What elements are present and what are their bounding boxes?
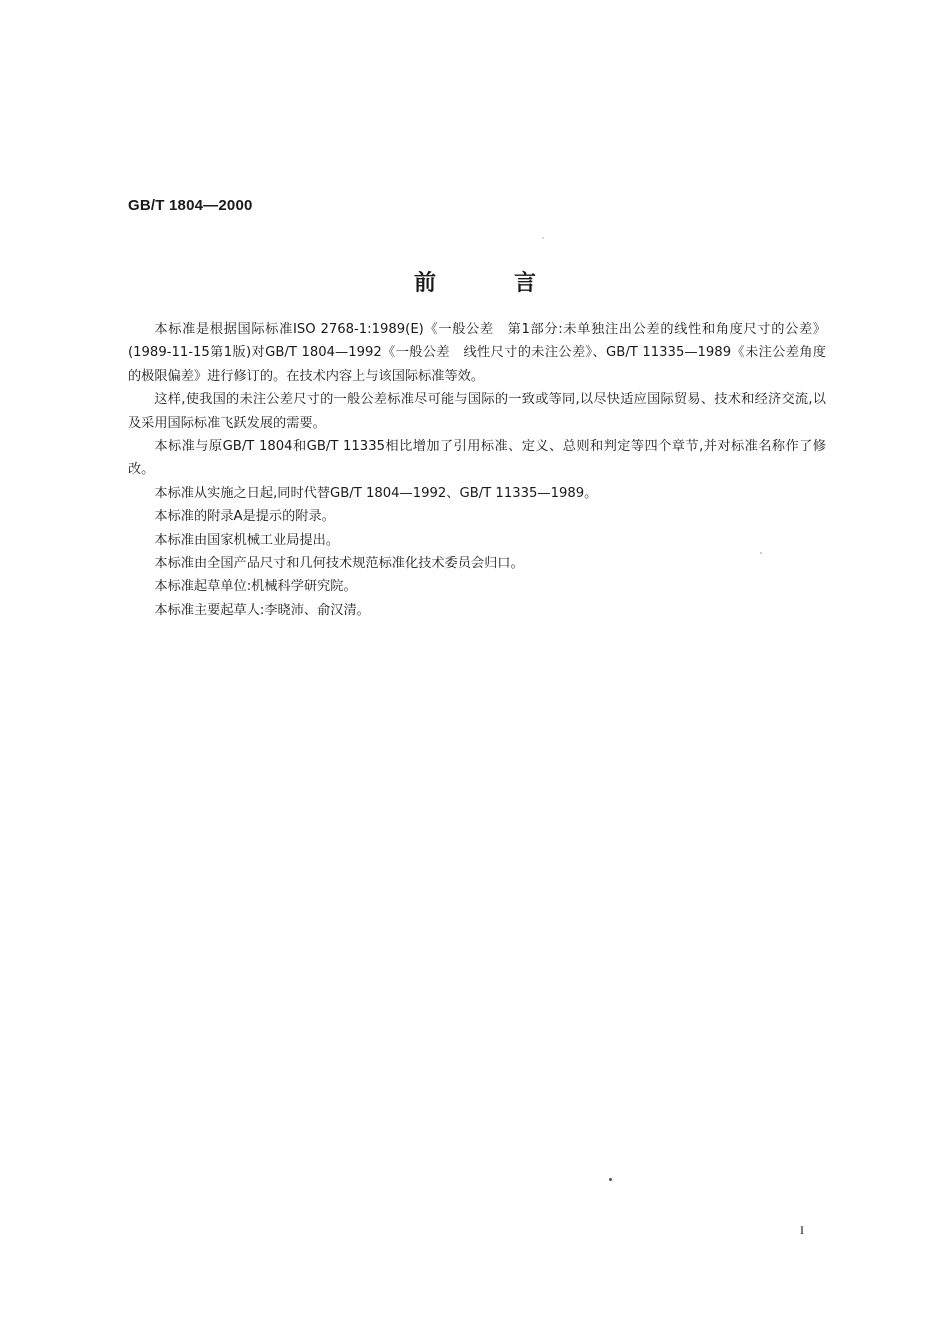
paragraph-purpose: 这样,使我国的未注公差尺寸的一般公差标准尽可能与国际的一致或等同,以尽快适应国际贸易、技术和经济交流,以及采用国际标准飞跃发展的需要。 — [128, 392, 826, 431]
paragraph-supersedes: 本标准从实施之日起,同时代替GB/T 1804—1992、GB/T 11335—1989。 — [154, 485, 598, 501]
paragraph-basis: 本标准是根据国际标准ISO 2768-1:1989(E)《一般公差 第1部分:未单独注出公差的线性和角度尺寸的公差》(1989-11-15第1版)对GB/T 1804—1992《一般公差 线性尺寸的未注公差》、GB/T 11335—1989《未注公差角度的极限偏差》进行修订的。在技术内容上与该国际标准等效。 — [128, 322, 826, 384]
preface-body — [128, 318, 826, 622]
paragraph-changes: 本标准与原GB/T 1804和GB/T 11335相比增加了引用标准、定义、总则和判定等四个章节,并对标准名称作了修改。 — [128, 439, 826, 478]
standard-number: GB/T 1804—2000 — [128, 197, 253, 214]
scan-speck — [542, 237, 544, 239]
scan-speck — [609, 1178, 612, 1181]
paragraph-proposer: 本标准由国家机械工业局提出。 — [154, 532, 340, 548]
scan-speck — [760, 552, 762, 554]
page-number: I — [800, 1223, 804, 1237]
paragraph-drafters: 本标准主要起草人:李晓沛、俞汉清。 — [154, 602, 370, 618]
page-title: 前言 — [413, 271, 614, 296]
paragraph-drafting-unit: 本标准起草单位:机械科学研究院。 — [154, 579, 357, 595]
paragraph-responsible: 本标准由全国产品尺寸和几何技术规范标准化技术委员会归口。 — [154, 556, 524, 572]
paragraph-annex: 本标准的附录A是提示的附录。 — [154, 509, 335, 525]
